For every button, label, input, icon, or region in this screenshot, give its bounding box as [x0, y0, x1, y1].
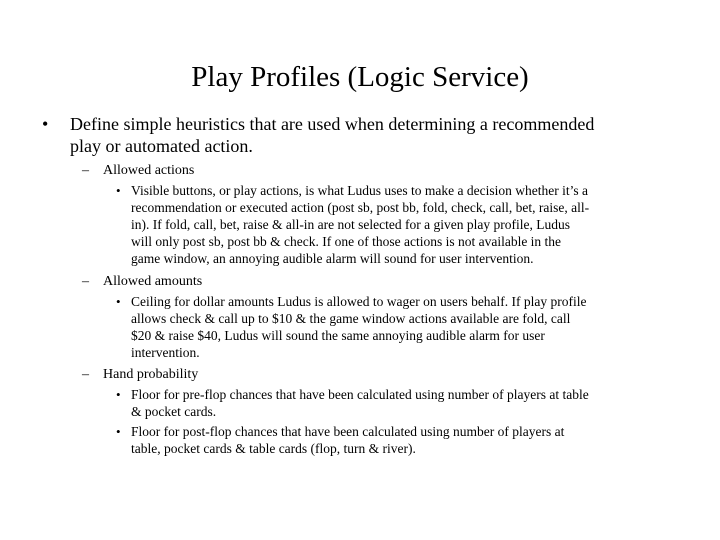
list-item-text — [131, 423, 692, 457]
dash-icon: – — [82, 274, 89, 289]
sub-heading-text: Hand probability — [103, 367, 199, 382]
list-item-text — [131, 182, 692, 267]
section-allowed-amounts — [82, 273, 692, 361]
list-item — [116, 386, 692, 420]
list-item — [116, 293, 692, 361]
sub-heading-text: Allowed actions — [103, 163, 195, 178]
text-line: will only post sb, post bb & check. If one of those actions is not available in the — [131, 234, 562, 249]
bullet-icon: • — [42, 114, 49, 134]
text-line: intervention. — [131, 345, 200, 360]
sub-heading — [82, 366, 692, 383]
sub-heading — [82, 273, 692, 290]
main-bullet — [42, 113, 682, 157]
text-line: Ceiling for dollar amounts Ludus is allowed to wager on users behalf. If play profile — [131, 294, 587, 309]
dash-icon: – — [82, 367, 89, 382]
sub-heading — [82, 162, 692, 179]
text-line: Floor for post-flop chances that have been calculated using number of players at — [131, 424, 565, 439]
bullet-icon: • — [116, 387, 121, 402]
main-bullet-line: play or automated action. — [70, 136, 253, 156]
section-allowed-actions — [82, 162, 692, 267]
list-item-text — [131, 386, 692, 420]
text-line: allows check & call up to $10 & the game window actions available are fold, call — [131, 311, 571, 326]
text-line: Floor for pre-flop chances that have been calculated using number of players at table — [131, 387, 589, 402]
list-item-text — [131, 293, 692, 361]
text-line: game window, an annoying audible alarm will sound for user intervention. — [131, 251, 534, 266]
text-line: in). If fold, call, bet, raise & all-in are not selected for a given play profile, Ludus — [131, 217, 570, 232]
dash-icon: – — [82, 163, 89, 178]
text-line: table, pocket cards & table cards (flop, turn & river). — [131, 441, 416, 456]
text-line: & pocket cards. — [131, 404, 217, 419]
sub-heading-text: Allowed amounts — [103, 274, 203, 289]
list-item — [116, 182, 692, 267]
slide-title: Play Profiles (Logic Service) — [191, 61, 529, 93]
section-hand-probability — [82, 366, 692, 457]
main-bullet-line: Define simple heuristics that are used when determining a recommended — [70, 114, 595, 134]
text-line: recommendation or executed action (post sb, post bb, fold, check, call, bet, raise, all- — [131, 200, 590, 215]
bullet-icon: • — [116, 294, 121, 309]
bullet-icon: • — [116, 183, 121, 198]
text-line: $20 & raise $40, Ludus will sound the same annoying audible alarm for user — [131, 328, 545, 343]
bullet-icon: • — [116, 424, 121, 439]
list-item — [116, 423, 692, 457]
text-line: Visible buttons, or play actions, is what Ludus uses to make a decision whether it’s a — [131, 183, 588, 198]
main-bullet-text — [70, 113, 670, 157]
